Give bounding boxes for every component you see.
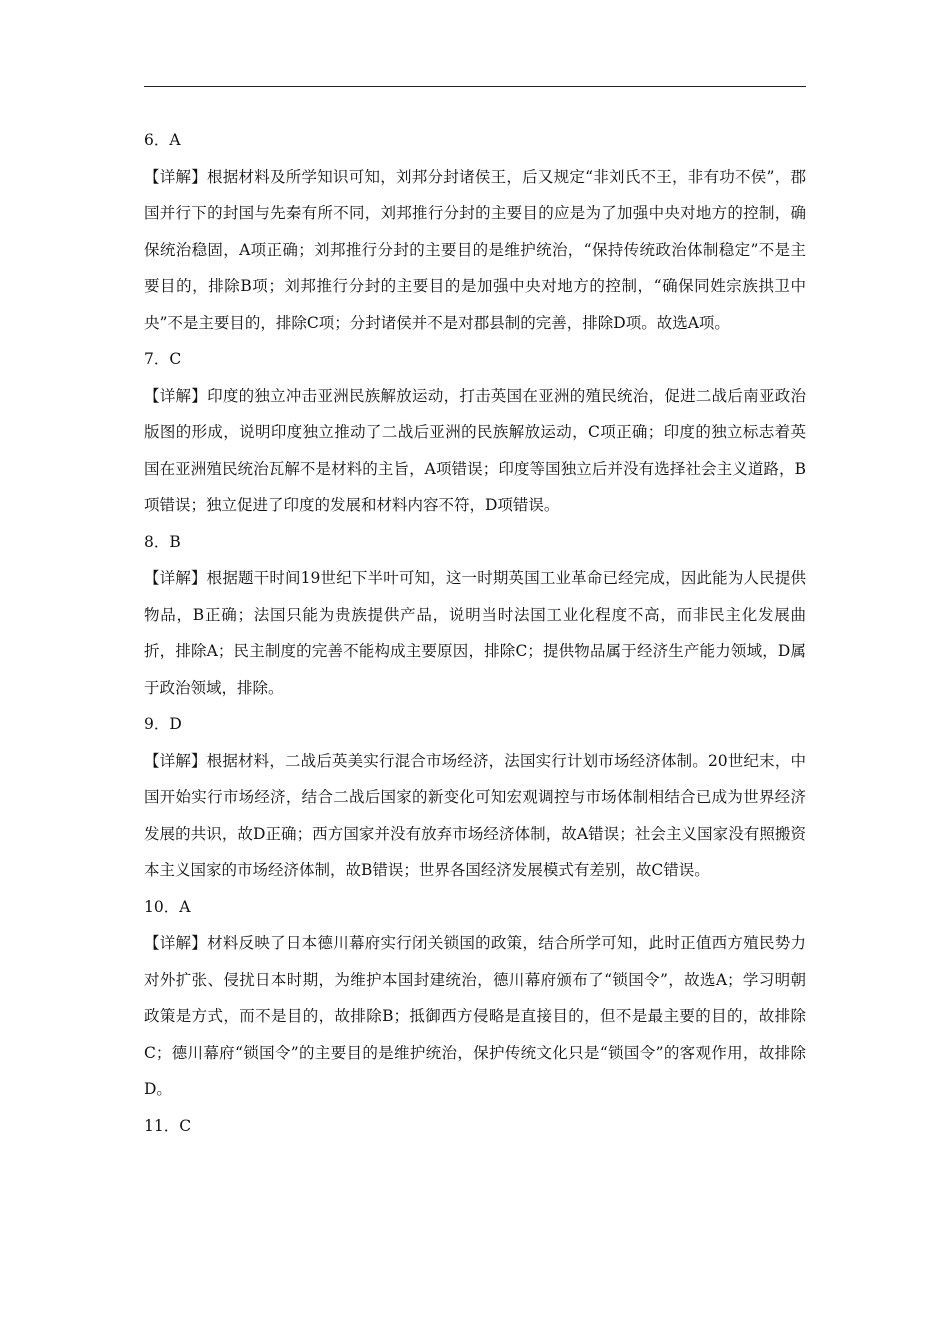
answer-number: 9．D — [144, 715, 182, 733]
answer-explanation — [144, 925, 806, 1108]
answer-number: 11．C — [144, 1116, 192, 1135]
answer-explanation — [144, 743, 806, 889]
answer-explanation — [144, 159, 806, 342]
explanation-text: 材料反映了日本德川幕府实行闭关锁国的政策，结合所学可知，此时正值西方殖民势力对外扩张、侵扰日本时期，为维护本国封建统治，德川幕府颁布了“锁国令”，故选A；学习明朝政策是方式，而不是目的，故排除B；抵御西方侵略是直接目的，但不是最主要的目的，故排除C；德川幕府“锁国令”的主要目的是维护统治，保护传统文化只是“锁国令”的客观作用，故排除D。 — [144, 934, 806, 1098]
explanation-text: 根据材料及所学知识可知，刘邦分封诸侯王，后又规定“非刘氏不王，非有功不侯”，郡国并行下的封国与先秦有所不同，刘邦推行分封的主要目的应是为了加强中央对地方的控制，确保统治稳固，A项正确；刘邦推行分封的主要目的是维护统治，“保持传统政治体制稳定”不是主要目的，排除B项；刘邦推行分封的主要目的是加强中央对地方的控制，“确保同姓宗族拱卫中央”不是主要目的，排除C项；分封诸侯并不是对郡县制的完善，排除D项。故选A项。 — [144, 167, 806, 332]
answer-explanation — [144, 560, 806, 706]
answer-explanation — [144, 378, 806, 524]
detail-tag: 【详解】 — [144, 167, 208, 186]
answer-number: 7．C — [144, 350, 182, 368]
answer-list — [144, 122, 806, 1144]
detail-tag: 【详解】 — [144, 751, 207, 770]
header-rule — [144, 86, 806, 87]
explanation-text: 印度的独立冲击亚洲民族解放运动，打击英国在亚洲的殖民统治，促进二战后南亚政治版图的形成，说明印度独立推动了二战后亚洲的民族解放运动，C项正确；印度的独立标志着英国在亚洲殖民统治瓦解不是材料的主旨，A项错误；印度等国独立后并没有选择社会主义道路，B项错误；独立促进了印度的发展和材料内容不符，D项错误。 — [144, 386, 806, 514]
answer-number: 10．A — [144, 897, 191, 916]
detail-tag: 【详解】 — [144, 569, 207, 587]
detail-tag: 【详解】 — [144, 386, 208, 405]
answer-number: 8．B — [144, 532, 181, 551]
explanation-text: 根据题干时间19世纪下半叶可知，这一时期英国工业革命已经完成，因此能为人民提供物品，B正确；法国只能为贵族提供产品，说明当时法国工业化程度不高，而非民主化发展曲折，排除A；民主制度的完善不能构成主要原因，排除C；提供物品属于经济生产能力领域，D属于政治领域，排除。 — [144, 569, 806, 697]
detail-tag: 【详解】 — [144, 934, 208, 952]
answer-number: 6．A — [144, 131, 181, 149]
explanation-text: 根据材料，二战后英美实行混合市场经济，法国实行计划市场经济体制。20世纪末，中国开始实行市场经济，结合二战后国家的新变化可知宏观调控与市场体制相结合已成为世界经济发展的共识，故D正确；西方国家并没有放弃市场经济体制，故A错误；社会主义国家没有照搬资本主义国家的市场经济体制，故B错误；世界各国经济发展模式有差别，故C错误。 — [144, 751, 806, 879]
